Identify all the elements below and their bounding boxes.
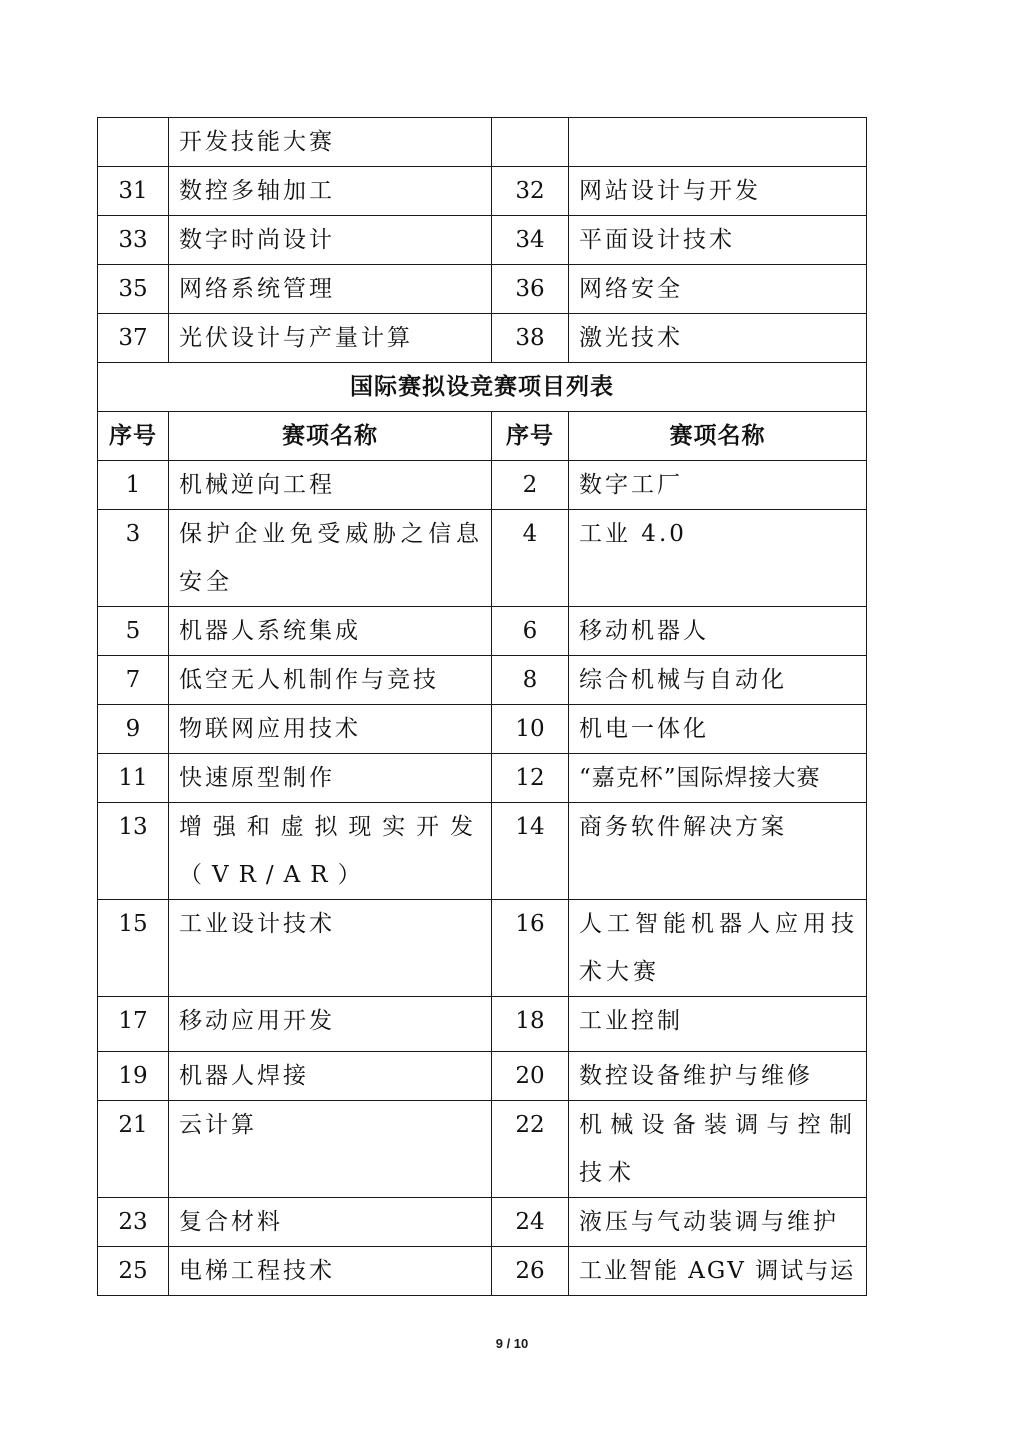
row-number: 14 [492, 803, 569, 900]
competition-name: “嘉克杯”国际焊接大赛 [569, 754, 867, 803]
row-number: 38 [492, 314, 569, 363]
competition-name: 快速原型制作 [169, 754, 492, 803]
row-number: 22 [492, 1101, 569, 1198]
competition-name: 网络系统管理 [169, 265, 492, 314]
table-row [98, 314, 867, 363]
table-header-row [98, 412, 867, 461]
competition-name: 平面设计技术 [569, 216, 867, 265]
competition-name: 移动机器人 [569, 607, 867, 656]
competition-name: 移动应用开发 [169, 997, 492, 1052]
table-row [98, 997, 867, 1052]
competition-name: 液压与气动装调与维护 [569, 1198, 867, 1247]
section-title-row [98, 363, 867, 412]
row-number: 34 [492, 216, 569, 265]
row-number: 23 [98, 1198, 169, 1247]
competition-name: 数字工厂 [569, 461, 867, 510]
row-number: 11 [98, 754, 169, 803]
competition-name: 数字时尚设计 [169, 216, 492, 265]
table-row [98, 1247, 867, 1296]
row-number: 35 [98, 265, 169, 314]
row-number: 13 [98, 803, 169, 900]
row-number: 37 [98, 314, 169, 363]
competition-name: 综合机械与自动化 [569, 656, 867, 705]
table-row [98, 656, 867, 705]
table-row [98, 118, 867, 167]
competition-name: 光伏设计与产量计算 [169, 314, 492, 363]
competition-name: 网络安全 [569, 265, 867, 314]
row-number: 33 [98, 216, 169, 265]
competition-name: 开发技能大赛 [169, 118, 492, 167]
competition-name: 商务软件解决方案 [569, 803, 867, 900]
page-number: 9 / 10 [495, 1336, 529, 1351]
row-number: 6 [492, 607, 569, 656]
section-title: 国际赛拟设竞赛项目列表 [98, 363, 867, 412]
row-number: 16 [492, 900, 569, 997]
competition-name: 机器人系统集成 [169, 607, 492, 656]
competition-name: 数控多轴加工 [169, 167, 492, 216]
header-name: 赛项名称 [569, 412, 867, 461]
row-number: 36 [492, 265, 569, 314]
competition-name: 工业智能 AGV 调试与运 [569, 1247, 867, 1296]
row-number [98, 118, 169, 167]
table-row [98, 754, 867, 803]
competition-name [569, 118, 867, 167]
competition-name: 工业设计技术 [169, 900, 492, 997]
competition-name: 电梯工程技术 [169, 1247, 492, 1296]
table-row [98, 705, 867, 754]
row-number: 3 [98, 510, 169, 607]
row-number: 4 [492, 510, 569, 607]
table-row [98, 167, 867, 216]
competition-name: 机械设备装调与控制技术 [569, 1101, 867, 1198]
table-row [98, 1052, 867, 1101]
competition-name: 机器人焊接 [169, 1052, 492, 1101]
row-number: 15 [98, 900, 169, 997]
table-row [98, 900, 867, 997]
table-row [98, 607, 867, 656]
row-number [492, 118, 569, 167]
competition-name: 物联网应用技术 [169, 705, 492, 754]
competition-table [97, 117, 867, 1296]
row-number: 10 [492, 705, 569, 754]
row-number: 24 [492, 1198, 569, 1247]
row-number: 5 [98, 607, 169, 656]
row-number: 8 [492, 656, 569, 705]
row-number: 12 [492, 754, 569, 803]
competition-name: 低空无人机制作与竞技 [169, 656, 492, 705]
competition-name: 工业 4.0 [569, 510, 867, 607]
row-number: 17 [98, 997, 169, 1052]
row-number: 25 [98, 1247, 169, 1296]
competition-name: 机电一体化 [569, 705, 867, 754]
table-row [98, 1101, 867, 1198]
competition-name: 人工智能机器人应用技术大赛 [569, 900, 867, 997]
table-row [98, 1198, 867, 1247]
row-number: 32 [492, 167, 569, 216]
competition-name: 云计算 [169, 1101, 492, 1198]
row-number: 2 [492, 461, 569, 510]
table-row [98, 461, 867, 510]
competition-name: 复合材料 [169, 1198, 492, 1247]
competition-name: 网站设计与开发 [569, 167, 867, 216]
row-number: 20 [492, 1052, 569, 1101]
competition-name: 保护企业免受威胁之信息安全 [169, 510, 492, 607]
competition-name: 增强和虚拟现实开发（VR/AR） [169, 803, 492, 900]
table-row [98, 510, 867, 607]
row-number: 26 [492, 1247, 569, 1296]
table-row [98, 803, 867, 900]
competition-name: 工业控制 [569, 997, 867, 1052]
row-number: 31 [98, 167, 169, 216]
table-row [98, 216, 867, 265]
row-number: 7 [98, 656, 169, 705]
header-number: 序号 [492, 412, 569, 461]
row-number: 1 [98, 461, 169, 510]
header-name: 赛项名称 [169, 412, 492, 461]
row-number: 21 [98, 1101, 169, 1198]
competition-name: 机械逆向工程 [169, 461, 492, 510]
header-number: 序号 [98, 412, 169, 461]
table-row [98, 265, 867, 314]
competition-name: 数控设备维护与维修 [569, 1052, 867, 1101]
row-number: 18 [492, 997, 569, 1052]
competition-name: 激光技术 [569, 314, 867, 363]
row-number: 19 [98, 1052, 169, 1101]
row-number: 9 [98, 705, 169, 754]
